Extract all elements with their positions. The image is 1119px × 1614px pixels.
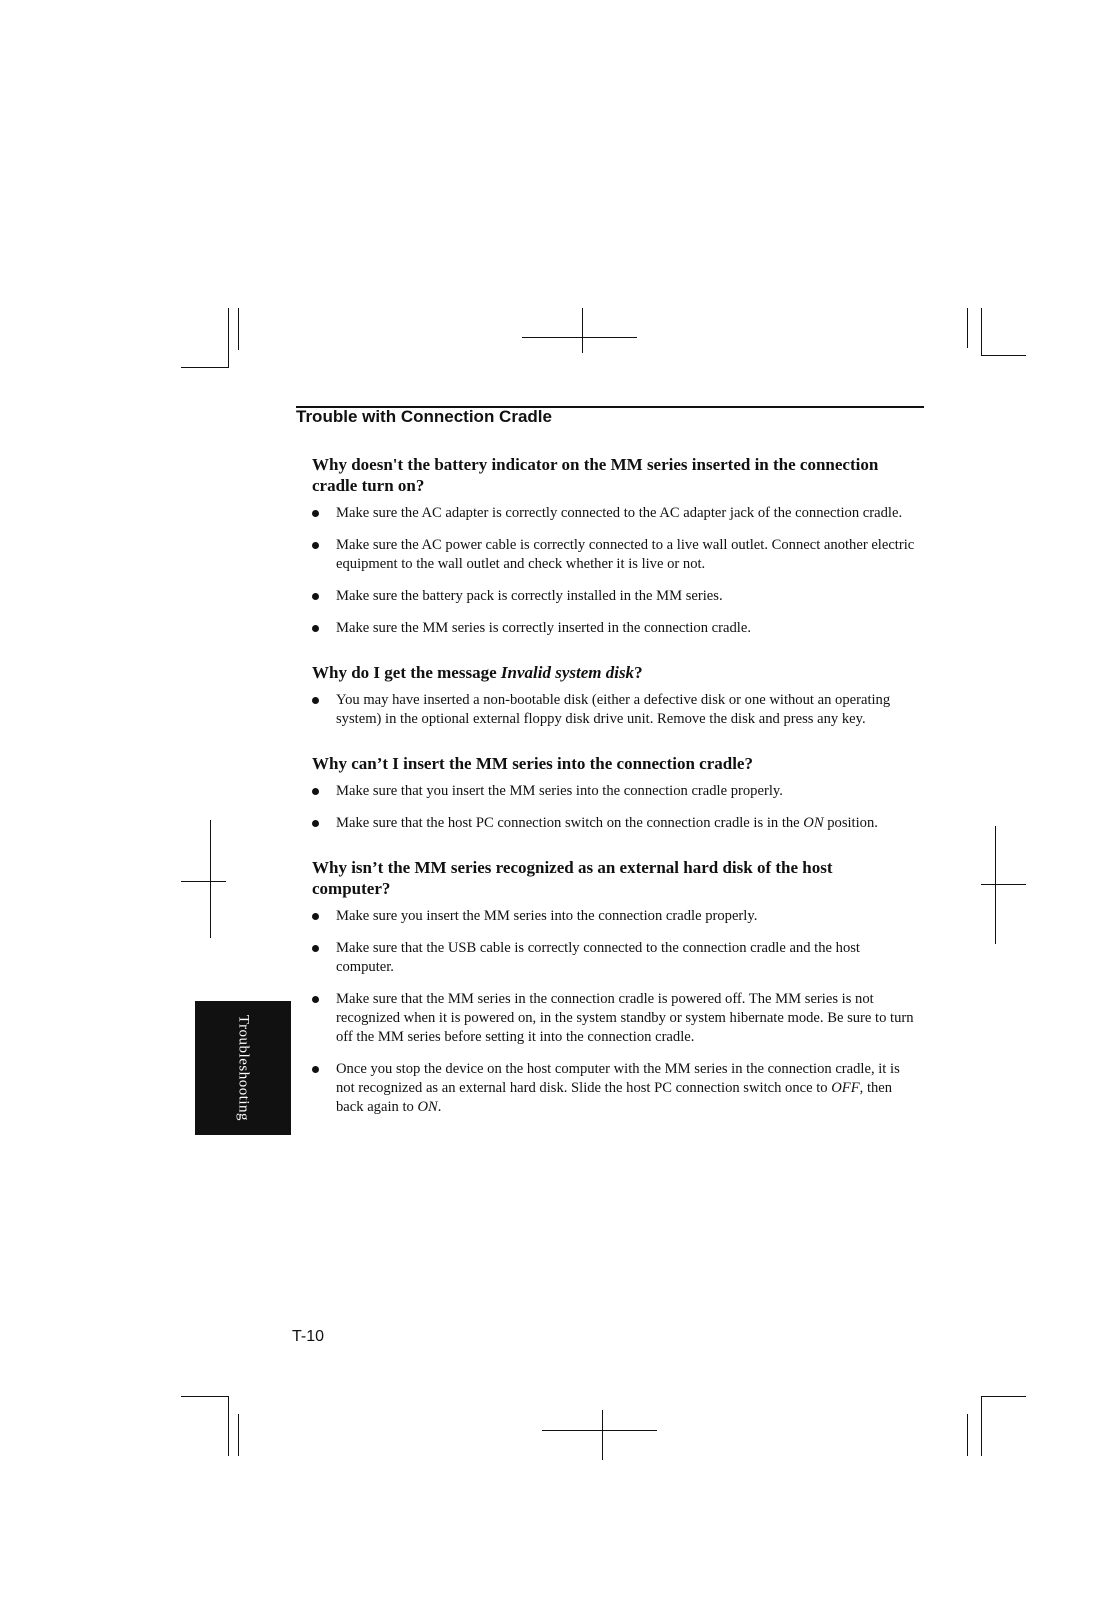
bullet-item (296, 990, 916, 1047)
bullet-text: , then back again to (336, 1080, 893, 1115)
bullet-item (296, 907, 916, 926)
bullet-text: position. (823, 815, 878, 831)
bullet-item (296, 782, 916, 801)
bullet-text: Once you stop the device on the host computer with the MM series in the connection cradle, it is not recognized as an external hard disk. Slide the host PC connection switch once to (336, 1061, 900, 1096)
question-text: ? (634, 663, 643, 682)
page-number: T-10 (292, 1328, 325, 1345)
bullet-text: Make sure the battery pack is correctly installed in the MM series. (336, 588, 723, 604)
bullet-icon (312, 593, 319, 600)
question-text: Why can’t I insert the MM series into the connection cradle? (312, 754, 753, 773)
bullet-icon (312, 788, 319, 795)
side-tab-label: Troubleshooting (235, 1014, 252, 1122)
bullet-text: Make sure you insert the MM series into the connection cradle properly. (336, 908, 758, 924)
bullet-text: Make sure the AC adapter is correctly connected to the AC adapter jack of the connection cradle. (336, 505, 903, 521)
question-text: Why doesn't the battery indicator on the MM series inserted in the connection cradle turn on? (312, 455, 879, 495)
bullet-item (296, 536, 916, 574)
bullet-icon (312, 625, 319, 632)
bullet-list (296, 504, 936, 638)
bullet-item (296, 939, 916, 977)
bullet-text: Make sure the AC power cable is correctly connected to a live wall outlet. Connect another electric equipment to the wall outlet and check whether it is live or not. (336, 537, 915, 572)
question-heading (312, 857, 902, 899)
bullet-icon (312, 945, 319, 952)
section-title: Trouble with Connection Cradle (296, 407, 552, 426)
bullet-text: OFF (831, 1080, 860, 1096)
bullet-item (296, 1060, 916, 1117)
bullet-text: Make sure that you insert the MM series into the connection cradle properly. (336, 783, 783, 799)
question-heading (312, 753, 902, 774)
bullet-text: Make sure that the USB cable is correctly connected to the connection cradle and the host computer. (336, 940, 860, 975)
bullet-text: . (437, 1099, 442, 1115)
bullet-text: Make sure that the MM series in the connection cradle is powered off. The MM series is not recognized when it is powered on, in the system standby or system hibernate mode. Be sure to turn off the MM series before setting it into the connection cradle. (336, 991, 914, 1045)
bullet-text: ON (803, 815, 824, 831)
bullet-text: Make sure that the host PC connection switch on the connection cradle is in the (336, 815, 804, 831)
bullet-icon (312, 542, 319, 549)
bullet-icon (312, 697, 319, 704)
bullet-icon (312, 820, 319, 827)
question-text: Invalid system disk (500, 663, 635, 682)
bullet-item (296, 619, 916, 638)
bullet-text: ON (417, 1099, 438, 1115)
bullet-item (296, 504, 916, 523)
question-text: Why do I get the message (312, 663, 501, 682)
question-heading (312, 454, 902, 496)
bullet-icon (312, 913, 319, 920)
bullet-icon (312, 510, 319, 517)
question-heading (312, 662, 902, 683)
bullet-list (296, 691, 936, 729)
bullet-item (296, 691, 916, 729)
bullet-text: Make sure the MM series is correctly inserted in the connection cradle. (336, 620, 751, 636)
bullet-icon (312, 996, 319, 1003)
bullet-item (296, 587, 916, 606)
bullet-list (296, 782, 936, 833)
side-tab (195, 1001, 291, 1135)
qa-content (296, 454, 936, 1141)
bullet-item (296, 814, 916, 833)
question-text: Why isn’t the MM series recognized as an external hard disk of the host computer? (312, 858, 833, 898)
bullet-list (296, 907, 936, 1117)
bullet-icon (312, 1066, 319, 1073)
bullet-text: You may have inserted a non-bootable disk (either a defective disk or one without an operating system) in the optional external floppy disk drive unit. Remove the disk and press any key. (336, 692, 891, 727)
